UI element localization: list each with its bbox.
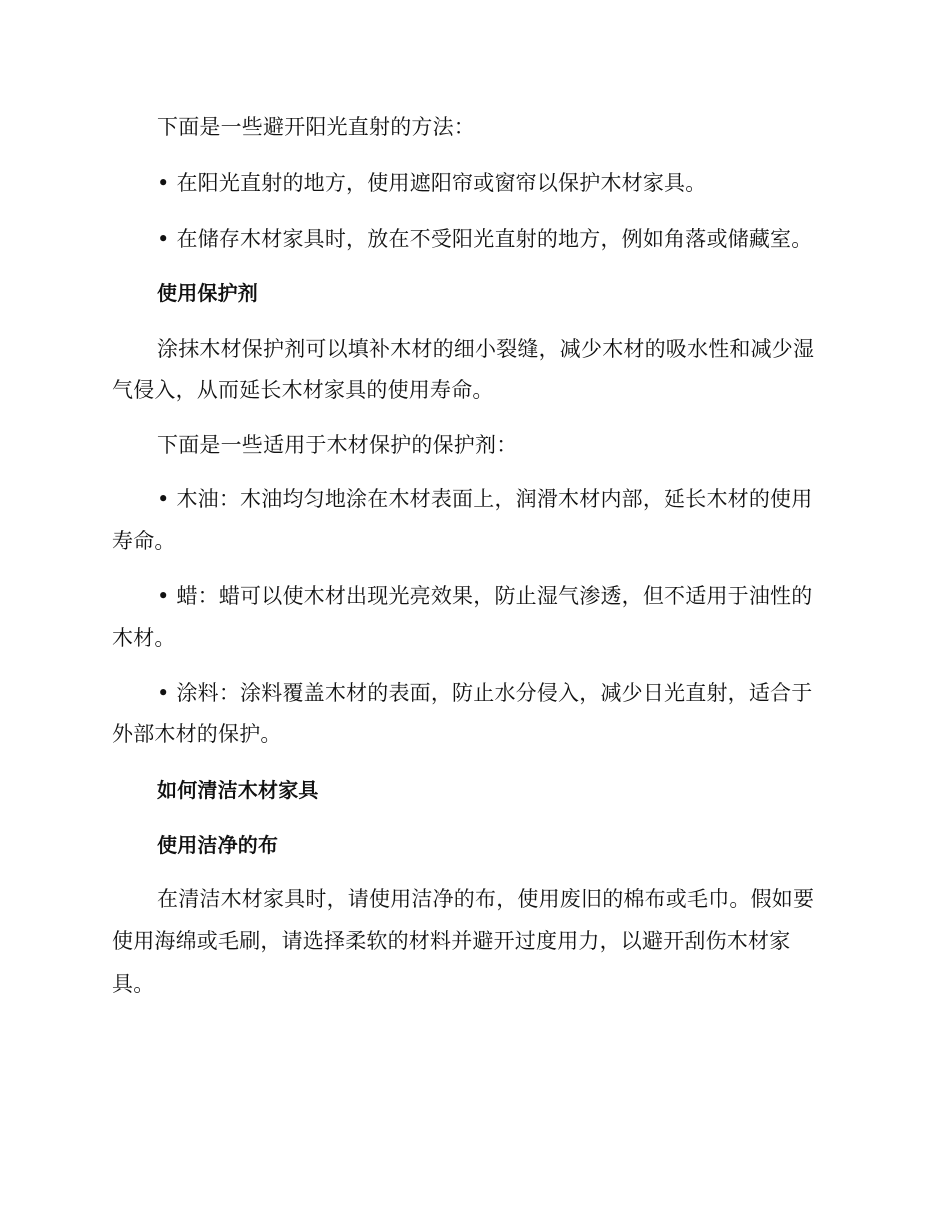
heading-cloth: 使用洁净的布 bbox=[157, 833, 279, 857]
heading-protectant: 使用保护剂 bbox=[157, 281, 258, 305]
para-cloth-line-1: 在清洁木材家具时，请使用洁净的布，使用废旧的棉布或毛巾。假如要 bbox=[157, 887, 815, 911]
intro-sun-text: 下面是一些避开阳光直射的方法： bbox=[157, 115, 475, 139]
bullet-wax-line-2: 木材。 bbox=[112, 626, 176, 650]
bullet-oil-line-1: • 木油：木油均匀地涂在木材表面上，润滑木材内部，延长木材的使用 bbox=[157, 487, 813, 511]
bullet-sun-2: • 在储存木材家具时，放在不受阳光直射的地方，例如角落或储藏室。 bbox=[157, 227, 813, 251]
para-protectant-line-2: 气侵入，从而延长木材家具的使用寿命。 bbox=[112, 378, 494, 402]
para-cloth-line-3: 具。 bbox=[112, 972, 155, 996]
bullet-paint-line-2: 外部木材的保护。 bbox=[112, 722, 282, 746]
bullet-oil-line-2: 寿命。 bbox=[112, 529, 176, 553]
para-protectant-line-1: 涂抹木材保护剂可以填补木材的细小裂缝，减少木材的吸水性和减少湿 bbox=[157, 337, 815, 361]
heading-clean: 如何清洁木材家具 bbox=[157, 778, 319, 802]
bullet-paint-line-1: • 涂料：涂料覆盖木材的表面，防止水分侵入，减少日光直射，适合于 bbox=[157, 681, 813, 705]
bullet-wax-line-1: • 蜡：蜡可以使木材出现光亮效果，防止湿气渗透，但不适用于油性的 bbox=[157, 584, 813, 608]
bullet-sun-1: • 在阳光直射的地方，使用遮阳帘或窗帘以保护木材家具。 bbox=[157, 171, 707, 195]
intro-protectant-text: 下面是一些适用于木材保护的保护剂： bbox=[157, 433, 518, 457]
para-cloth-line-2: 使用海绵或毛刷，请选择柔软的材料并避开过度用力，以避开刮伤木材家 bbox=[112, 929, 791, 953]
